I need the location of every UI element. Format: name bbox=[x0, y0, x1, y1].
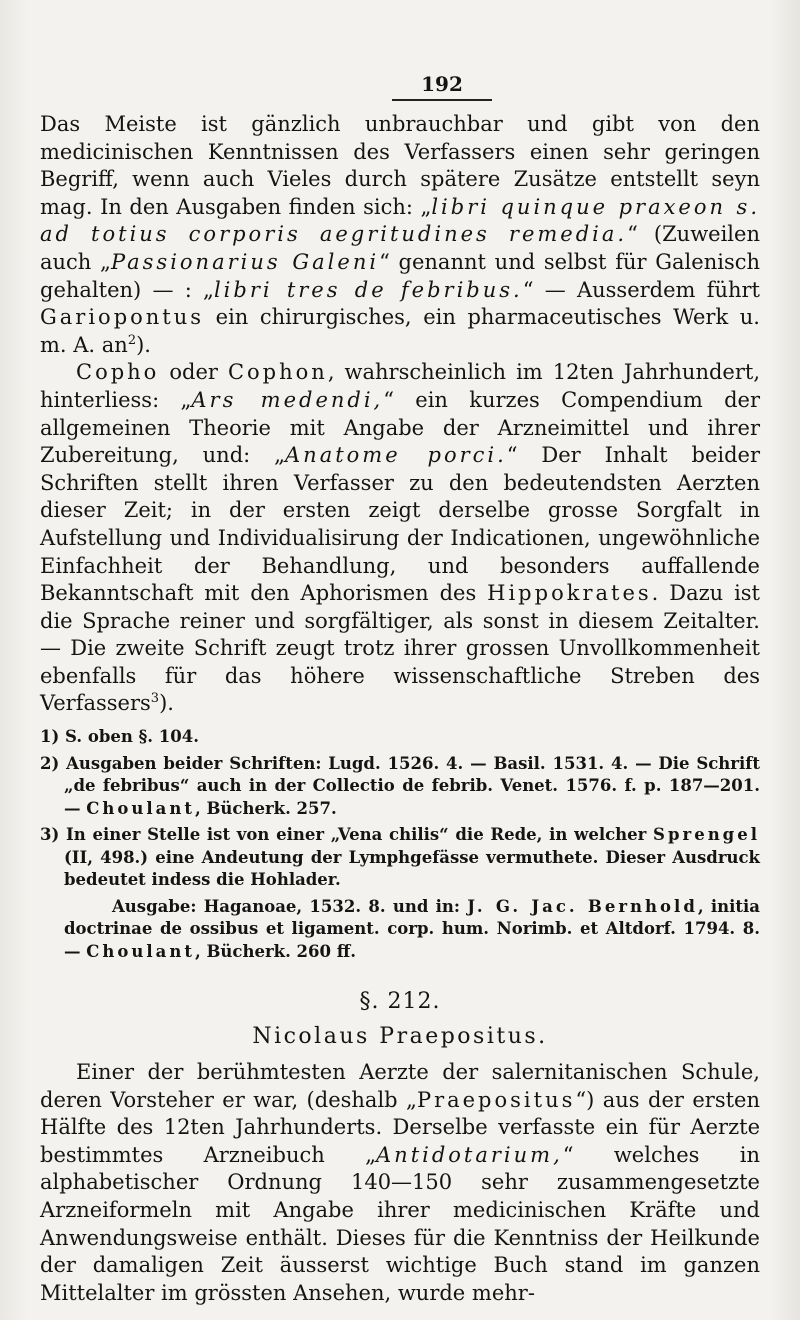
spaced-title: Ars medendi, bbox=[191, 387, 384, 412]
text-run: “) aus der ersten Hälfte des 12ten Jahrhunderts. Derselbe verfasste ein für Aerzte bestimmtes Arzneibuch „ bbox=[40, 1087, 760, 1167]
paragraph-copho bbox=[40, 359, 760, 718]
author-name: Gariopontus bbox=[40, 305, 205, 330]
author-name: Sprengel bbox=[653, 825, 760, 845]
text-run: “ — Ausserdem führt bbox=[522, 277, 760, 302]
footnote-ref: 3 bbox=[150, 691, 160, 707]
spaced-title: libri tres de febribus. bbox=[213, 277, 523, 302]
footnote-ref: 2 bbox=[127, 332, 137, 348]
text-run: “ (Zuweilen auch „ bbox=[40, 222, 760, 274]
text-run: Einer der berühmtesten Aerzte der salernitanischen Schule, deren Vorsteher er war, (deshalb „ bbox=[40, 1060, 760, 1112]
author-name: Praepositus bbox=[416, 1087, 576, 1112]
text-run: (II, 498.) eine Andeutung der Lymphgefässe vermuthete. Dieser Ausdruck bedeutet indess die Hohlader. bbox=[64, 847, 760, 890]
spaced-title: Anatome porci. bbox=[285, 443, 507, 468]
text-run: , wahrscheinlich im 12ten Jahrhundert, hinterliess: „ bbox=[40, 360, 761, 412]
text-run: “ welches in alphabetischer Ordnung 140—150 sehr zusammengesetzte Arzneiformeln mit Angabe ihrer medicinischen Kräfte und Anwendungsweise enthält. Dieses für die Kenntniss der Heilkunde der damaligen Zeit äusserst wichtige Buch stand im ganzen Mittelalter im grössten Ansehen, wurde mehr- bbox=[40, 1142, 760, 1305]
author-name: Choulant bbox=[86, 941, 195, 961]
section-title: Nicolaus Praepositus. bbox=[252, 1024, 548, 1050]
text-run: , Bücherk. 257. bbox=[194, 798, 337, 818]
spaced-title: Antidotarium, bbox=[376, 1142, 563, 1167]
author-name: Choulant bbox=[86, 798, 195, 818]
text-run: 2) Ausgaben beider Schriften: Lugd. 1526. 4. — Basil. 1531. 4. — Die Schrift „de febribus“ auch in der Collectio de febrib. Venet. 1576. f. p. 187—201. — bbox=[40, 753, 760, 818]
paragraph-gariopontus bbox=[40, 111, 760, 359]
footnote-2 bbox=[40, 753, 760, 821]
text-run: ein chirurgisches, ein pharmaceutisches Werk u. m. A. an bbox=[40, 305, 760, 357]
text-run: “ Der Inhalt beider Schriften stellt ihren Verfasser zu den bedeutendsten Aerzten dieser Zeit; in der ersten zeigt derselbe grosse Sorgfalt in Aufstellung und Individualisirung der Indicationen, ungewöhnliche Einfachheit der Behandlung, und besonders auffallende Bekanntschaft mit den Aphorismen des bbox=[40, 443, 760, 606]
footnotes bbox=[40, 726, 760, 963]
spaced-title: Passionarius Galeni bbox=[110, 249, 380, 274]
text-run: Ausgabe: Haganoae, 1532. 8. und in: bbox=[112, 896, 468, 916]
footnote-3-edition bbox=[40, 896, 760, 964]
footnote-1: 1) S. oben §. 104. bbox=[40, 727, 199, 747]
author-name: Copho bbox=[76, 360, 160, 385]
text-run: “ genannt und selbst für Galenisch gehalten) — : „ bbox=[40, 249, 761, 302]
text-run: “ ein kurzes Compendium der allgemeinen Theorie mit Angabe der Arzneimittel und ihrer Zubereitung, und: „ bbox=[40, 387, 760, 468]
text-run: , initia doctrinae de ossibus et ligament. corp. hum. Norimb. et Altdorf. 1794. 8. — bbox=[64, 896, 760, 961]
text-run: Das Meiste ist gänzlich unbrauchbar und gibt von den medicinischen Kenntnissen des Verfassers einen sehr geringen Begriff, wenn auch Vieles durch spätere Zusätze entstellt seyn mag. In den Ausgaben finden sich: „ bbox=[40, 112, 760, 219]
text-run: 3) In einer Stelle ist von einer „Vena chilis“ die Rede, in welcher bbox=[40, 825, 654, 845]
paragraph-nicolaus bbox=[40, 1059, 760, 1307]
text-run: , Bücherk. 260 ff. bbox=[194, 941, 357, 961]
text-run: . Dazu ist die Sprache reiner und sorgfältiger, als sonst in diesem Zeitalter. — Die zweite Schrift zeugt trotz ihrer grossen Unvollkommenheit ebenfalls für das höhere wissenschaftliche Streben des Verfassers bbox=[40, 581, 760, 716]
section-text bbox=[40, 1059, 760, 1307]
main-text bbox=[40, 111, 760, 718]
author-name: J. G. Jac. Bernhold bbox=[467, 896, 698, 916]
spaced-title: libri quinque praxeon s. ad totius corporis aegritudines remedia. bbox=[40, 194, 760, 247]
section-number: §. 212. bbox=[359, 989, 441, 1015]
page-number: 192 bbox=[392, 72, 492, 101]
text-run: ). bbox=[159, 691, 174, 716]
author-name: Cophon bbox=[227, 360, 328, 385]
text-run: oder bbox=[159, 360, 228, 385]
text-run: ). bbox=[136, 332, 151, 357]
author-name: Hippokrates bbox=[487, 581, 652, 606]
footnote-3 bbox=[40, 824, 760, 892]
